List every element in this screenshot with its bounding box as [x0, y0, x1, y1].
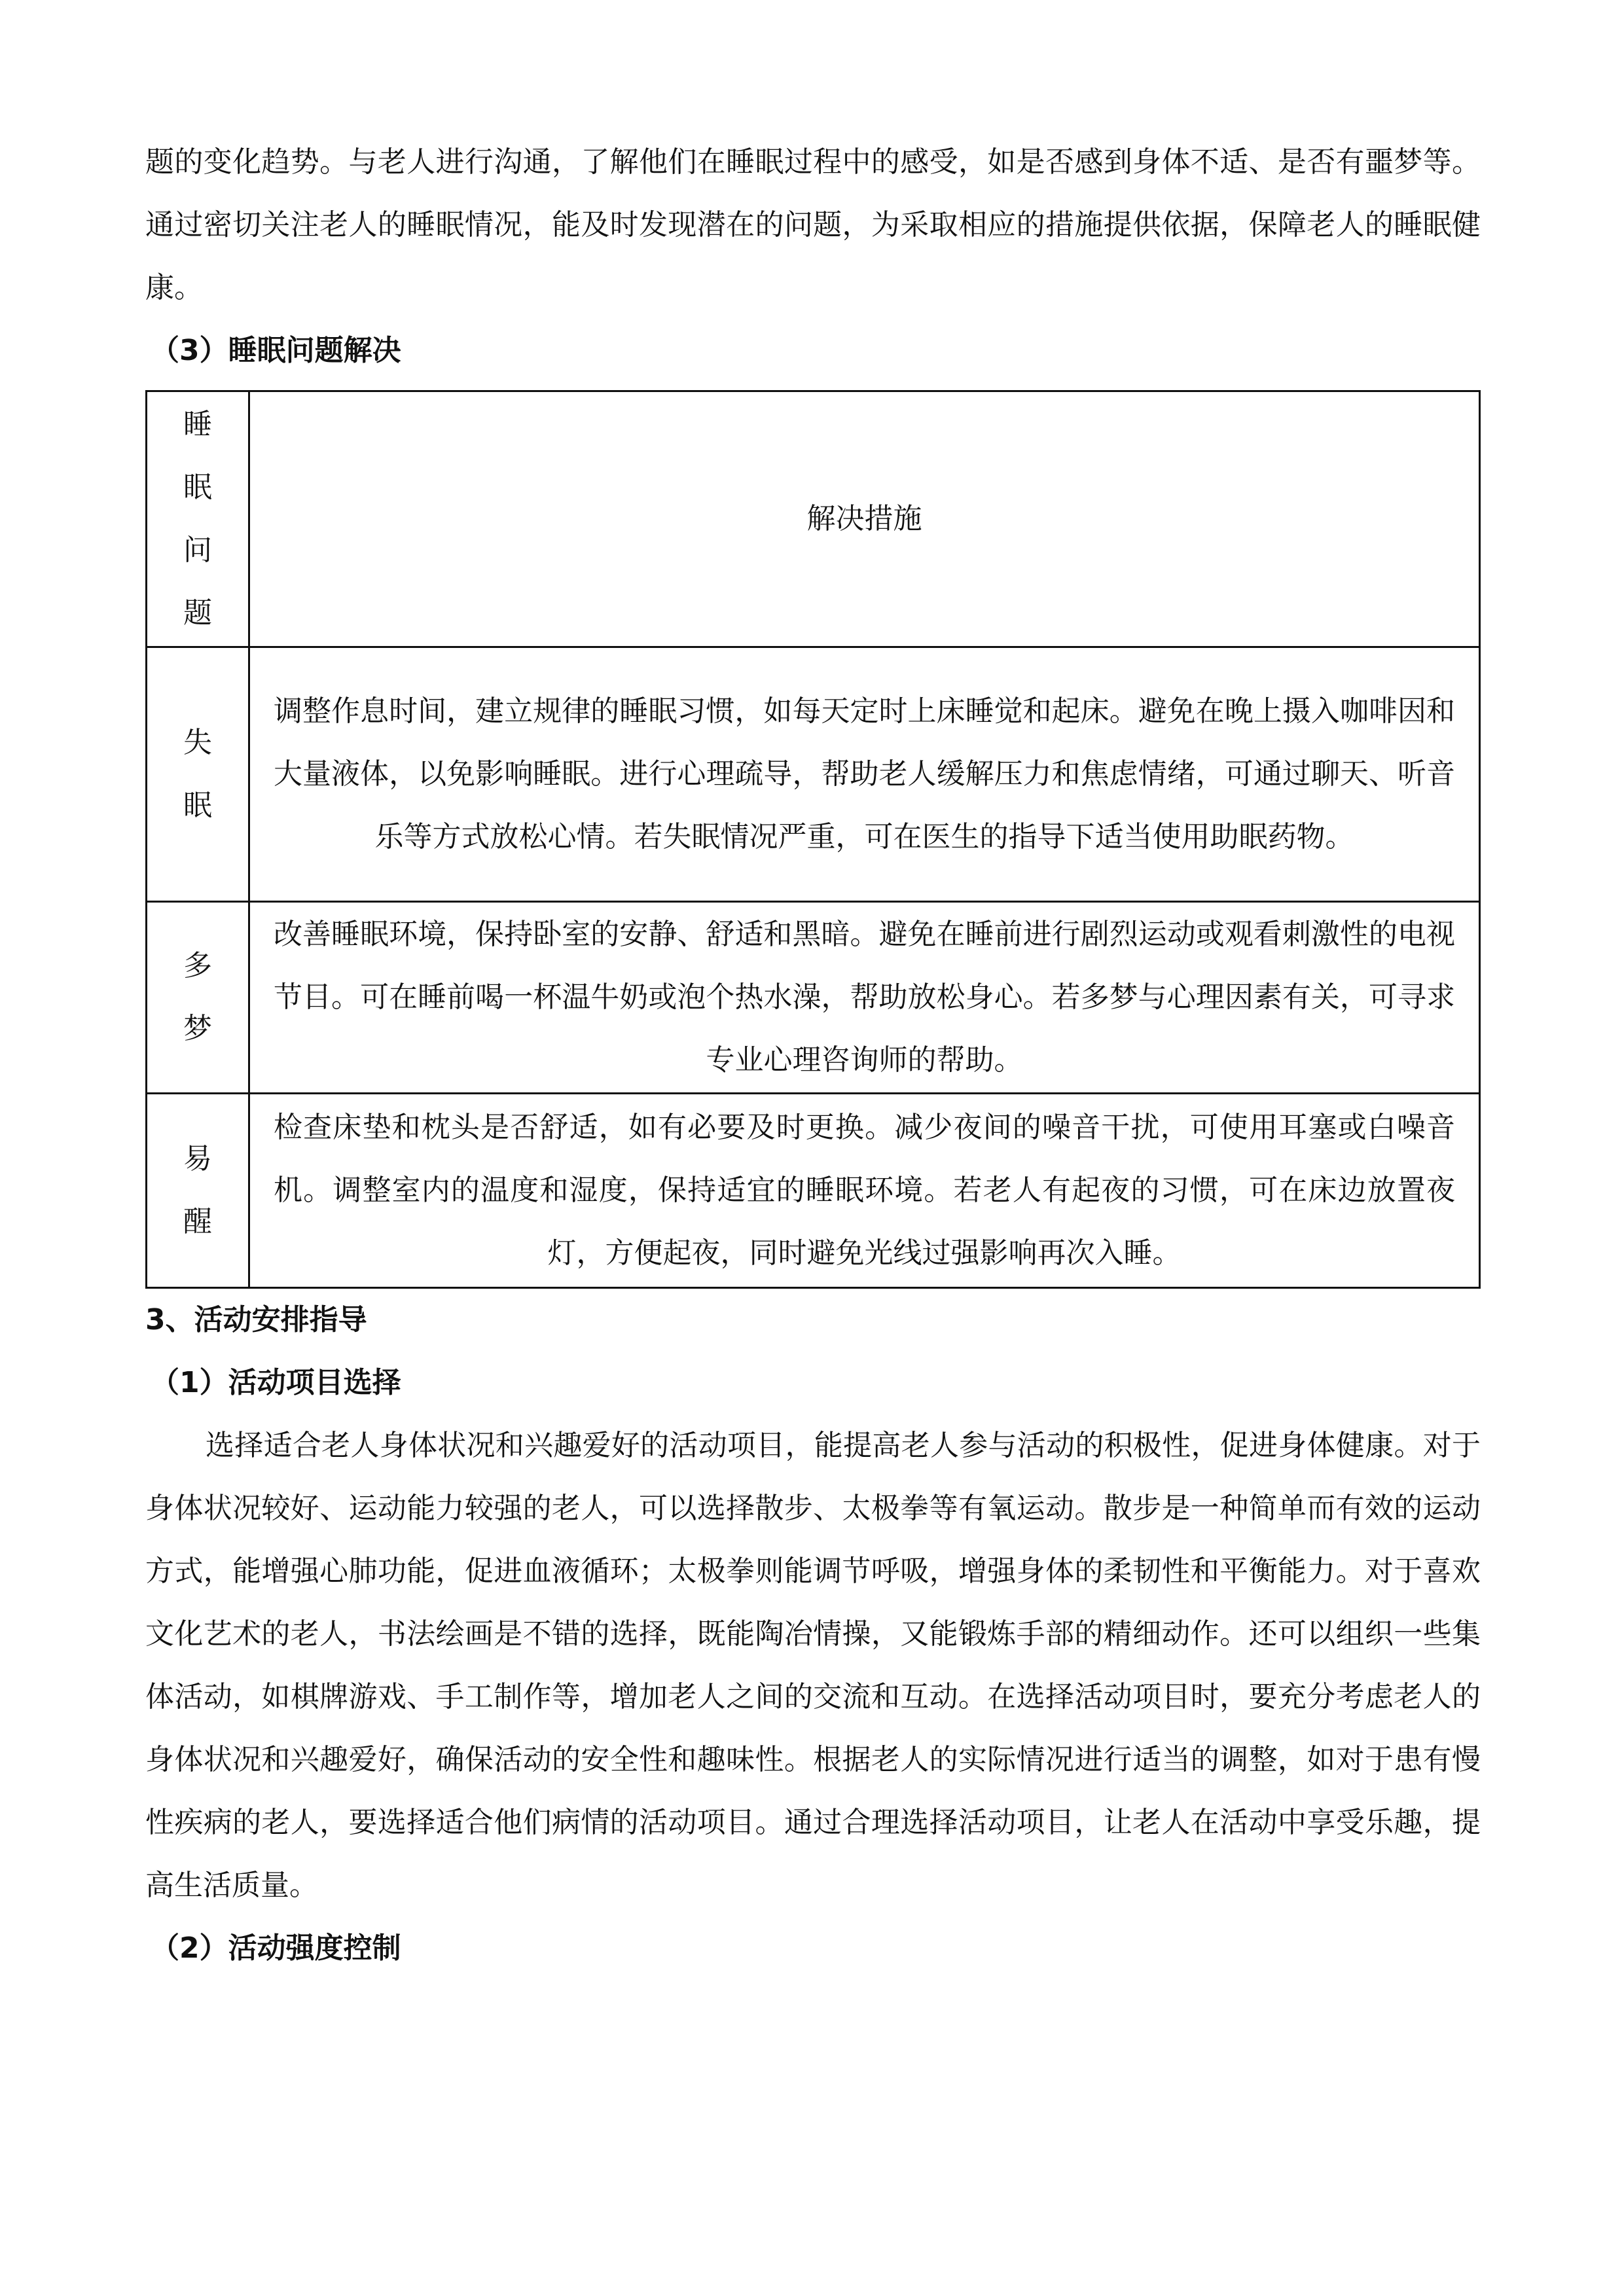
problem-char: 多	[183, 949, 212, 982]
table-header-row	[147, 391, 1480, 647]
subsection-heading-intensity-control: （2）活动强度控制	[151, 1931, 401, 1965]
section-heading-sleep-solutions: （3）睡眠问题解决	[151, 334, 401, 367]
measure-text: 调整作息时间，建立规律的睡眠习惯，如每天定时上床睡觉和起床。避免在晚上摄入咖啡因和大量液体，以免影响睡眠。进行心理疏导，帮助老人缓解压力和焦虑情绪，可通过聊天、听音乐等方式放松心情。若失眠情况严重，可在医生的指导下适当使用助眠药物。	[274, 694, 1455, 853]
header-problem-char: 题	[183, 596, 212, 630]
header-problem-char: 问	[183, 533, 212, 567]
activity-selection-paragraph: 选择适合老人身体状况和兴趣爱好的活动项目，能提高老人参与活动的积极性，促进身体健康。对于身体状况较好、运动能力较强的老人，可以选择散步、太极拳等有氧运动。散步是一种简单而有效的运动方式，能增强心肺功能，促进血液循环；太极拳则能调节呼吸，增强身体的柔韧性和平衡能力。对于喜欢文化艺术的老人，书法绘画是不错的选择，既能陶冶情操，又能锻炼手部的精细动作。还可以组织一些集体活动，如棋牌游戏、手工制作等，增加老人之间的交流和互动。在选择活动项目时，要充分考虑老人的身体状况和兴趣爱好，确保活动的安全性和趣味性。根据老人的实际情况进行适当的调整，如对于患有慢性疾病的老人，要选择适合他们病情的活动项目。通过合理选择活动项目，让老人在活动中享受乐趣，提高生活质量。	[145, 1429, 1481, 1902]
table-row	[147, 1094, 1480, 1288]
problem-char: 易	[183, 1142, 212, 1175]
measure-cell	[249, 647, 1480, 902]
measure-cell	[249, 1094, 1480, 1288]
header-cell-problem	[147, 391, 249, 647]
problem-char: 失	[183, 726, 212, 759]
header-cell-measure	[249, 391, 1480, 647]
problem-cell	[147, 647, 249, 902]
problem-char: 眠	[183, 789, 212, 822]
subsection-heading-activity-selection: （1）活动项目选择	[151, 1366, 401, 1399]
document-page	[145, 131, 1481, 1980]
measure-text: 改善睡眠环境，保持卧室的安静、舒适和黑暗。避免在睡前进行剧烈运动或观看刺激性的电视节目。可在睡前喝一杯温牛奶或泡个热水澡，帮助放松身心。若多梦与心理因素有关，可寻求专业心理咨询师的帮助。	[274, 918, 1455, 1077]
problem-cell	[147, 1094, 249, 1288]
section-heading-activity: 3、活动安排指导	[145, 1303, 367, 1336]
problem-cell	[147, 902, 249, 1094]
header-problem-char: 眠	[183, 471, 212, 504]
sleep-problem-table	[145, 390, 1481, 1289]
measure-cell	[249, 902, 1480, 1094]
problem-char: 梦	[183, 1012, 212, 1045]
header-measure-label: 解决措施	[806, 502, 922, 535]
table-row	[147, 902, 1480, 1094]
header-problem-char: 睡	[183, 408, 212, 441]
intro-paragraph: 题的变化趋势。与老人进行沟通，了解他们在睡眠过程中的感受，如是否感到身体不适、是否有噩梦等。通过密切关注老人的睡眠情况，能及时发现潜在的问题，为采取相应的措施提供依据，保障老人的睡眠健康。	[145, 145, 1481, 304]
problem-char: 醒	[183, 1205, 212, 1238]
measure-text: 检查床垫和枕头是否舒适，如有必要及时更换。减少夜间的噪音干扰，可使用耳塞或白噪音机。调整室内的温度和湿度，保持适宜的睡眠环境。若老人有起夜的习惯，可在床边放置夜灯，方便起夜，同时避免光线过强影响再次入睡。	[274, 1111, 1455, 1270]
table-row	[147, 647, 1480, 902]
